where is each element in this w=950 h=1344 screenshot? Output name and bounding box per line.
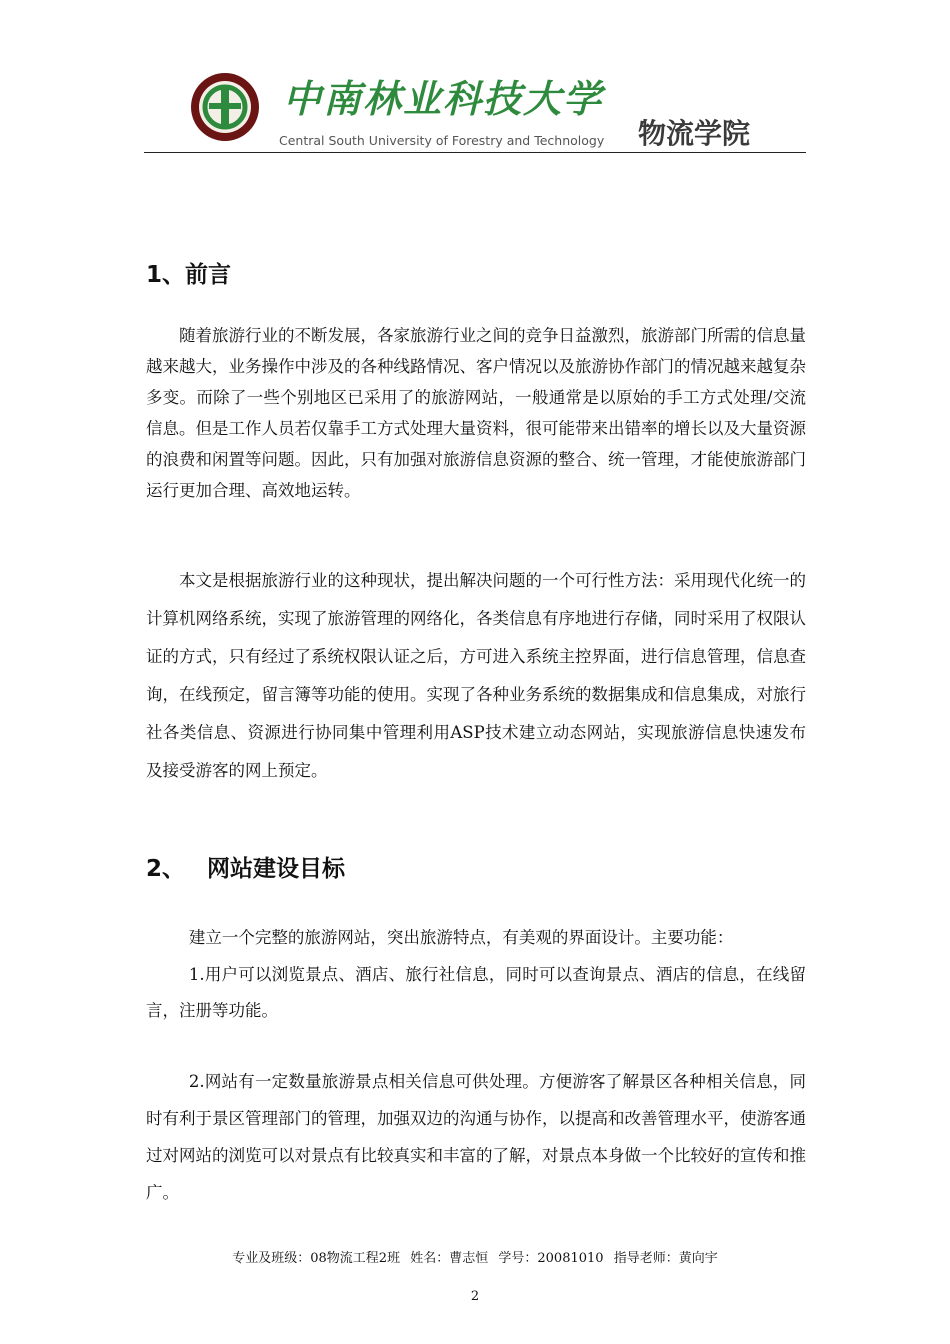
footer-name: 姓名：曹志恒 bbox=[410, 1251, 489, 1266]
section-2-item-2: 2.网站有一定数量旅游景点相关信息可供处理。方便游客了解景区各种相关信息，同时有利于景区管理部门的管理，加强双边的沟通与协作，以提高和改善管理水平，使游客通过对网站的浏览可以对景点有比较真实和丰富的了解，对景点本身做一个比较好的宣传和推广。 bbox=[146, 1072, 806, 1202]
header-divider bbox=[144, 152, 806, 153]
page-number: 2 bbox=[470, 1289, 480, 1304]
section-1-paragraph-1: 随着旅游行业的不断发展，各家旅游行业之间的竞争日益激烈，旅游部门所需的信息量越来越大，业务操作中涉及的各种线路情况、客户情况以及旅游协作部门的情况越来越复杂多变。而除了一些个别地区已采用了的旅游网站，一般通常是以原始的手工方式处理/交流信息。但是工作人员若仅靠手工方式处理大量资料，很可能带来出错率的增长以及大量资源的浪费和闲置等问题。因此，只有加强对旅游信息资源的整合、统一管理，才能使旅游部门运行更加合理、高效地运转。 bbox=[146, 326, 806, 500]
section-1-paragraph-2: 本文是根据旅游行业的这种现状，提出解决问题的一个可行性方法：采用现代化统一的计算机网络系统，实现了旅游管理的网络化，各类信息有序地进行存储，同时采用了权限认证的方式，只有经过了系统权限认证之后，方可进入系统主控界面，进行信息管理，信息查询，在线预定，留言簿等功能的使用。实现了各种业务系统的数据集成和信息集成，对旅行社各类信息、资源进行协同集中管理利用ASP技术建立动态网站，实现旅游信息快速发布及接受游客的网上预定。 bbox=[146, 571, 806, 780]
university-name-en: Central South University of Forestry and Technology bbox=[279, 133, 605, 148]
section-2-intro: 建立一个完整的旅游网站，突出旅游特点，有美观的界面设计。主要功能： bbox=[188, 928, 734, 947]
university-seal-icon bbox=[190, 72, 260, 142]
footer-student-id: 学号：20081010 bbox=[498, 1251, 604, 1266]
page-footer bbox=[0, 1247, 950, 1266]
section-1-heading: 1、前言 bbox=[146, 262, 232, 288]
section-2-heading bbox=[146, 850, 345, 883]
university-name: 中南林业科技大学 bbox=[283, 76, 604, 121]
section-2-number: 2、 bbox=[146, 856, 186, 882]
section-2-item-1: 1.用户可以浏览景点、酒店、旅行社信息，同时可以查询景点、酒店的信息，在线留言，注册等功能。 bbox=[146, 965, 806, 1020]
college-name: 物流学院 bbox=[638, 117, 751, 150]
footer-advisor: 指导老师：黄向宇 bbox=[613, 1251, 718, 1266]
footer-class: 专业及班级：08物流工程2班 bbox=[232, 1251, 401, 1266]
section-2-title: 网站建设目标 bbox=[207, 856, 346, 882]
